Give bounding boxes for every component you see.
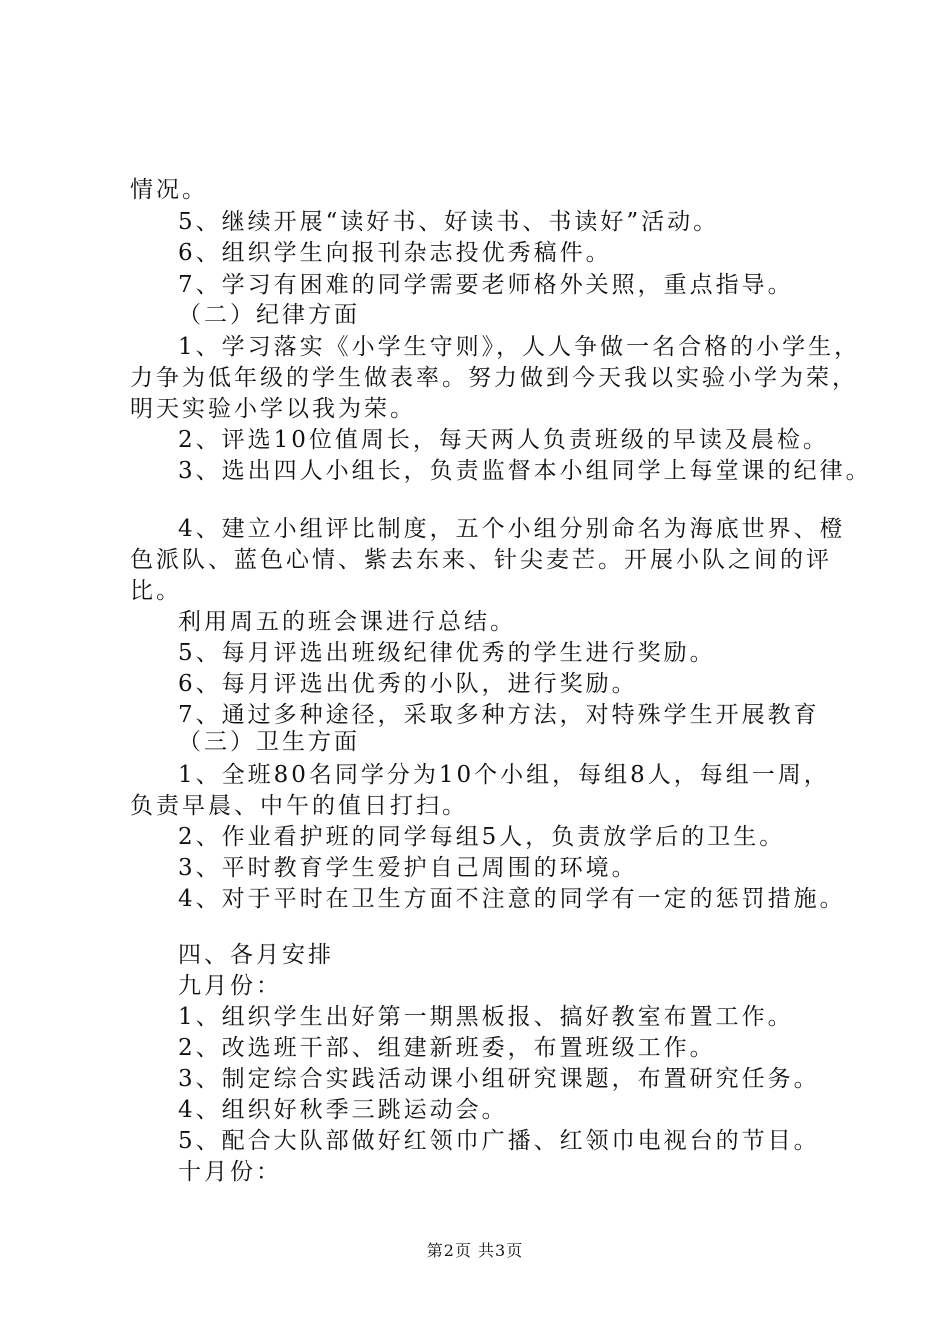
text-line: 力争为低年级的学生做表率。努力做到今天我以实验小学为荣，	[130, 365, 858, 391]
text-line: 6、每月评选出优秀的小队，进行奖励。	[178, 671, 638, 697]
text-line: 5、每月评选出班级纪律优秀的学生进行奖励。	[178, 640, 716, 666]
text-line: 7、通过多种途径，采取多种方法，对特殊学生开展教育	[178, 702, 820, 728]
section-heading: （二）纪律方面	[178, 302, 360, 328]
section-heading: 四、各月安排	[178, 942, 334, 968]
text-line: 1、全班80名同学分为10个小组，每组8人，每组一周，	[178, 762, 830, 788]
text-line: 3、平时教育学生爱护自己周围的环境。	[178, 855, 638, 881]
text-line: 利用周五的班会课进行总结。	[178, 609, 516, 635]
text-line: 3、选出四人小组长，负责监督本小组同学上每堂课的纪律。	[178, 458, 872, 484]
text-line: 2、作业看护班的同学每组5人，负责放学后的卫生。	[178, 824, 786, 850]
text-line: 情况。	[130, 177, 208, 203]
text-line: 4、组织好秋季三跳运动会。	[178, 1097, 508, 1123]
section-heading: （三）卫生方面	[178, 729, 360, 755]
text-line: 5、配合大队部做好红领巾广播、红领巾电视台的节目。	[178, 1128, 820, 1154]
text-line: 色派队、蓝色心情、紫去东来、针尖麦芒。开展小队之间的评	[130, 547, 832, 573]
text-line: 2、改选班干部、组建新班委，布置班级工作。	[178, 1035, 716, 1061]
month-heading: 十月份：	[178, 1159, 282, 1185]
text-line: 1、学习落实《小学生守则》，人人争做一名合格的小学生，	[178, 334, 861, 360]
text-line: 比。	[130, 578, 182, 604]
page-number-footer: 第2页 共3页	[426, 1241, 524, 1260]
text-line: 6、组织学生向报刊杂志投优秀稿件。	[178, 240, 612, 266]
text-line: 负责早晨、中午的值日打扫。	[130, 793, 468, 819]
month-heading: 九月份：	[178, 973, 282, 999]
text-line: 3、制定综合实践活动课小组研究课题，布置研究任务。	[178, 1066, 820, 1092]
text-line: 2、评选10位值周长，每天两人负责班级的早读及晨检。	[178, 427, 829, 453]
text-line: 4、建立小组评比制度，五个小组分别命名为海底世界、橙	[178, 516, 846, 542]
text-line: 1、组织学生出好第一期黑板报、搞好教室布置工作。	[178, 1004, 794, 1030]
text-line: 明天实验小学以我为荣。	[130, 396, 416, 422]
text-line: 4、对于平时在卫生方面不注意的同学有一定的惩罚措施。	[178, 886, 846, 912]
text-line: 7、学习有困难的同学需要老师格外关照，重点指导。	[178, 272, 794, 298]
text-line: 5、继续开展“读好书、好读书、书读好”活动。	[178, 209, 720, 235]
